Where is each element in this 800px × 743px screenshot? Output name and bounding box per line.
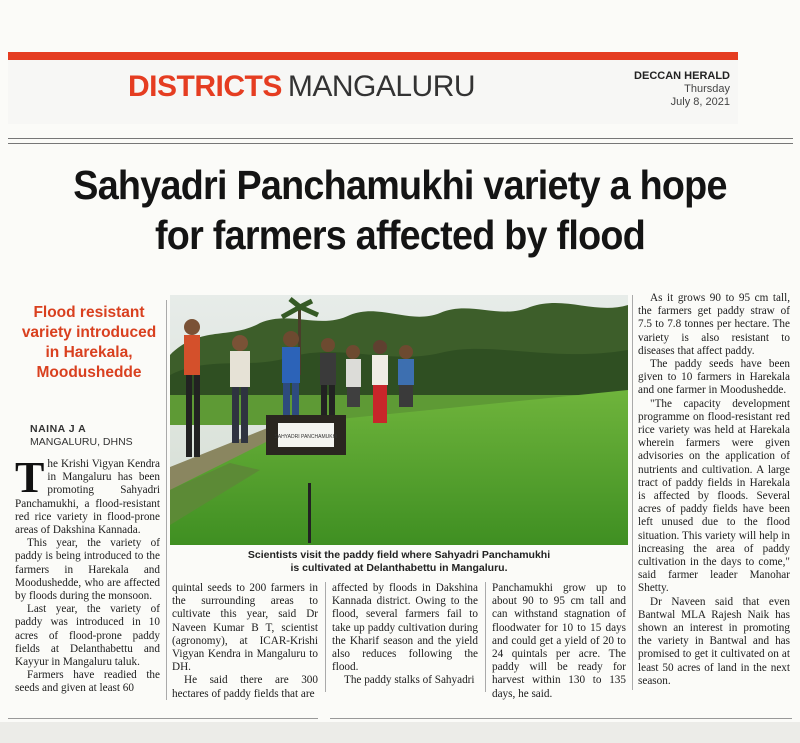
paragraph: "The capacity development programme on flood-resistant red rice variety was held at Harekala wherein farmers were given advisories on the application of nutrients and cultivation. A large tract of paddy fields in Harekala is affected by floods. Several acres of paddy fields have been left unused due to the flood situation. This variety will help in increasing the area of paddy cultivation in the days to come," said farmer leader Manohar Shetty.: [638, 397, 790, 595]
section-title: [128, 70, 475, 104]
paragraph: As it grows 90 to 95 cm tall, the farmers get paddy straw of 7.5 to 7.8 tonnes per hectare. The variety is also resistant to diseases that affect paddy.: [638, 292, 790, 357]
bottom-rule: [330, 718, 792, 719]
article-column-1: [15, 453, 160, 696]
paragraph: affected by floods in Dakshina Kannada district. Owing to the flood, several farmers fail to take up paddy cultivation during the Kharif season and the yield also reduces following the flood.: [332, 582, 478, 674]
deck-line: Flood resistant: [33, 304, 145, 321]
section-red-rule: [8, 52, 738, 60]
deck-line: in Harekala,: [45, 344, 133, 361]
paragraph: The paddy stalks of Sahyadri: [344, 674, 475, 687]
headline: [50, 160, 749, 260]
paper-name: DECCAN HERALD: [634, 70, 730, 82]
headline-line-2: for farmers affected by flood: [154, 212, 646, 258]
deck-line: variety introduced: [21, 324, 157, 341]
paragraph: He said there are 300 hectares of paddy fields that are: [172, 674, 318, 700]
paragraph: Dr Naveen said that even Bantwal MLA Rajesh Naik has shown an interest in promoting the variety in Bantwal and has promised to get it cultivated on at least 50 acres of land in the next season.: [638, 595, 790, 687]
section-name: DISTRICTS: [128, 70, 282, 103]
photo-caption: [170, 549, 628, 575]
headline-line-1: Sahyadri Panchamukhi variety a hope: [73, 162, 727, 208]
deck: [15, 303, 163, 383]
byline-place: MANGALURU, DHNS: [30, 436, 133, 448]
article-column-3: [332, 582, 478, 688]
article-column-2: [172, 582, 318, 701]
issue-day: Thursday: [684, 83, 730, 95]
paragraph: The paddy seeds have been given to 10 farmers in Harekala and one farmer in Moodushedde.: [638, 358, 790, 397]
article-column-4: [492, 582, 626, 701]
paragraph: quintal seeds to 200 farmers in the surrounding areas to cultivate this year, said Dr Naveen Kumar B T, scientist (agronomy), at ICAR-Krishi Vigyan Kendra in Mangaluru to DH.: [172, 582, 318, 674]
photo-paddy-field: [170, 295, 628, 545]
caption-line: is cultivated at Delanthabettu in Mangaluru.: [290, 562, 508, 574]
next-article-strip: [0, 722, 800, 743]
paragraph: The Krishi Vigyan Kendra in Mangaluru has been promoting Sahyadri Panchamukhi, a flood-resistant red rice variety in flood-prone areas of Dakshina Kannada.: [15, 453, 160, 537]
deck-line: Moodushedde: [36, 364, 142, 381]
paragraph: Panchamukhi grow up to about 90 to 95 cm tall and can withstand stagnation of floodwater for 10 to 15 days and could get a yield of 20 to 24 quintals per acre. The paddy will be ready for harvest within 130 to 135 days, he said.: [492, 582, 626, 700]
masthead: [634, 70, 730, 109]
paragraph: Last year, the variety of paddy was introduced in 10 acres of flood-prone paddy fields at Delanthabettu and Kayyur in Mangaluru taluk.: [15, 603, 160, 669]
headline-top-rule: [8, 138, 793, 144]
column-rule: [485, 582, 486, 692]
column-rule: [632, 295, 633, 690]
article-column-5: [638, 292, 790, 688]
column-rule: [325, 582, 326, 692]
bottom-rule: [8, 718, 318, 719]
caption-line: Scientists visit the paddy field where Sahyadri Panchamukhi: [247, 549, 551, 561]
section-city: MANGALURU: [287, 70, 476, 103]
drop-cap: T: [15, 453, 45, 502]
signboard-text: SAHYADRI PANCHAMUKHI: [274, 434, 338, 440]
paragraph: This year, the variety of paddy is being introduced to the farmers in Harekala and Moodushedde, who are affected by floods during the monsoon.: [15, 537, 160, 603]
byline: [30, 423, 133, 449]
column-rule: [166, 300, 167, 700]
issue-date: July 8, 2021: [670, 96, 730, 108]
paddy-field-image: [170, 295, 628, 545]
paragraph: Farmers have readied the seeds and given at least 60: [15, 669, 160, 695]
byline-name: NAINA J A: [30, 423, 87, 435]
